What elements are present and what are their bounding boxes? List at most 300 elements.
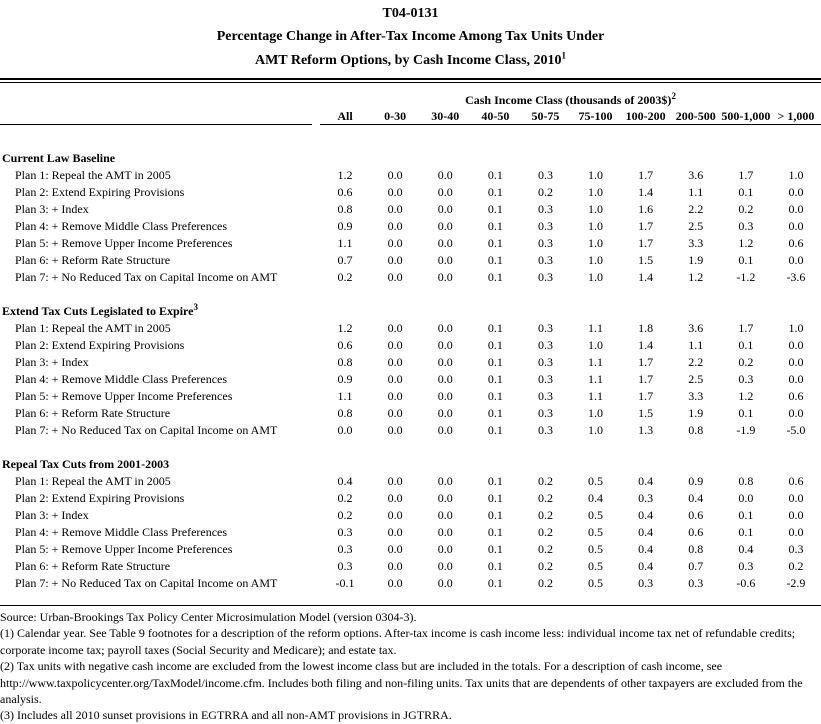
- section-header-row: [0, 150, 821, 167]
- value-cell: 0.4: [638, 508, 654, 522]
- value-cell: 1.0: [588, 202, 604, 216]
- value-cell: 0.2: [537, 185, 553, 199]
- value-cell: 0.3: [537, 406, 553, 420]
- row-label: Plan 6: + Reform Rate Structure: [15, 253, 171, 267]
- value-cell: 0.6: [788, 236, 804, 250]
- value-cell: 0.1: [487, 202, 503, 216]
- row-values: [320, 252, 821, 269]
- row-label: Plan 2: Extend Expiring Provisions: [15, 338, 185, 352]
- row-label: Plan 2: Extend Expiring Provisions: [15, 185, 185, 199]
- section-title-text: Extend Tax Cuts Legislated to Expire: [2, 304, 194, 318]
- value-cell: 0.0: [437, 474, 453, 488]
- table-row: [0, 473, 821, 490]
- value-cell: 0.0: [437, 338, 453, 352]
- value-cell: 0.0: [738, 491, 754, 505]
- table-id: T04-0131: [382, 6, 439, 21]
- value-cell: 1.1: [588, 355, 604, 369]
- value-cell: 0.2: [788, 559, 804, 573]
- value-cell: 1.9: [688, 253, 704, 267]
- row-label: Plan 1: Repeal the AMT in 2005: [15, 168, 171, 182]
- value-cell: 0.0: [387, 321, 403, 335]
- value-cell: 0.0: [437, 168, 453, 182]
- value-cell: 0.9: [337, 219, 353, 233]
- value-cell: 1.1: [588, 372, 604, 386]
- row-values: [320, 507, 821, 524]
- row-values: [320, 201, 821, 218]
- column-headers: [320, 108, 821, 125]
- row-values: [320, 558, 821, 575]
- value-cell: 1.7: [738, 321, 754, 335]
- value-cell: 1.2: [738, 236, 754, 250]
- value-cell: 1.0: [588, 253, 604, 267]
- value-cell: 0.1: [738, 185, 754, 199]
- value-cell: 0.1: [487, 355, 503, 369]
- value-cell: 0.0: [788, 372, 804, 386]
- value-cell: 0.2: [537, 559, 553, 573]
- value-cell: 0.3: [738, 219, 754, 233]
- value-cell: 1.2: [738, 389, 754, 403]
- row-label: Plan 5: + Remove Upper Income Preferences: [15, 542, 233, 556]
- value-cell: 0.1: [487, 525, 503, 539]
- value-cell: 0.4: [337, 474, 353, 488]
- value-cell: 0.0: [437, 542, 453, 556]
- value-cell: 0.2: [337, 491, 353, 505]
- value-cell: 1.1: [588, 389, 604, 403]
- value-cell: 1.1: [688, 185, 704, 199]
- value-cell: 0.0: [788, 253, 804, 267]
- value-cell: 0.0: [788, 525, 804, 539]
- value-cell: 1.2: [337, 321, 353, 335]
- row-values: [320, 235, 821, 252]
- table-row: [0, 354, 821, 371]
- value-cell: 0.0: [788, 491, 804, 505]
- value-cell: 0.0: [437, 423, 453, 437]
- value-cell: 0.4: [638, 559, 654, 573]
- value-cell: 1.1: [688, 338, 704, 352]
- table-row: [0, 337, 821, 354]
- value-cell: 0.0: [387, 576, 403, 590]
- value-cell: 0.0: [387, 423, 403, 437]
- value-cell: 1.1: [588, 321, 604, 335]
- value-cell: 0.1: [487, 508, 503, 522]
- value-cell: 0.4: [638, 542, 654, 556]
- value-cell: 0.1: [738, 525, 754, 539]
- table-row: [0, 269, 821, 286]
- table-row: [0, 422, 821, 439]
- row-label: Plan 7: + No Reduced Tax on Capital Income on AMT: [15, 576, 278, 590]
- value-cell: 1.2: [688, 270, 704, 284]
- value-cell: 0.8: [337, 202, 353, 216]
- value-cell: 0.0: [387, 219, 403, 233]
- value-cell: 1.7: [638, 372, 654, 386]
- value-cell: 0.6: [788, 474, 804, 488]
- row-label: Plan 6: + Reform Rate Structure: [15, 406, 171, 420]
- row-values: [320, 524, 821, 541]
- value-cell: 1.2: [337, 168, 353, 182]
- value-cell: 0.0: [387, 355, 403, 369]
- value-cell: 1.4: [638, 338, 654, 352]
- table-row: [0, 252, 821, 269]
- value-cell: 0.1: [487, 253, 503, 267]
- value-cell: 0.3: [537, 338, 553, 352]
- value-cell: 0.6: [337, 185, 353, 199]
- table-row: [0, 524, 821, 541]
- value-cell: 3.3: [688, 236, 704, 250]
- value-cell: 0.0: [337, 423, 353, 437]
- row-label: Plan 5: + Remove Upper Income Preferences: [15, 389, 233, 403]
- value-cell: 1.1: [337, 389, 353, 403]
- column-header-row: [0, 108, 821, 125]
- value-cell: 0.0: [437, 355, 453, 369]
- value-cell: 0.0: [387, 236, 403, 250]
- value-cell: -5.0: [786, 423, 806, 437]
- table-section: [0, 303, 821, 439]
- value-cell: 0.5: [588, 525, 604, 539]
- value-cell: 0.3: [788, 542, 804, 556]
- row-label: Plan 3: + Index: [15, 508, 89, 522]
- table-section: [0, 456, 821, 592]
- value-cell: 0.0: [387, 338, 403, 352]
- value-cell: 0.2: [537, 474, 553, 488]
- value-cell: 0.0: [437, 219, 453, 233]
- value-cell: 0.1: [487, 576, 503, 590]
- value-cell: -3.6: [786, 270, 806, 284]
- value-cell: 1.0: [588, 219, 604, 233]
- table-row: [0, 184, 821, 201]
- value-cell: 0.0: [788, 185, 804, 199]
- value-cell: 0.0: [788, 406, 804, 420]
- row-values: [320, 337, 821, 354]
- value-cell: 0.0: [387, 491, 403, 505]
- value-cell: 0.6: [788, 389, 804, 403]
- value-cell: 0.2: [537, 542, 553, 556]
- value-cell: 0.3: [337, 525, 353, 539]
- row-values: [320, 473, 821, 490]
- value-cell: 0.0: [437, 321, 453, 335]
- value-cell: 0.1: [487, 270, 503, 284]
- value-cell: 0.2: [738, 355, 754, 369]
- value-cell: 0.0: [387, 185, 403, 199]
- column-header: 200-500: [675, 109, 716, 123]
- value-cell: 0.0: [437, 559, 453, 573]
- value-cell: 0.6: [688, 508, 704, 522]
- row-values: [320, 388, 821, 405]
- value-cell: 0.4: [588, 491, 604, 505]
- value-cell: 0.0: [437, 406, 453, 420]
- label-column-spacer: [0, 92, 320, 108]
- value-cell: 0.2: [537, 491, 553, 505]
- value-cell: 0.7: [337, 253, 353, 267]
- value-cell: 1.0: [588, 406, 604, 420]
- row-label: Plan 5: + Remove Upper Income Preferences: [15, 236, 233, 250]
- table-row: [0, 388, 821, 405]
- label-column-underline: [0, 108, 312, 125]
- value-cell: 0.0: [437, 491, 453, 505]
- value-cell: 0.2: [537, 525, 553, 539]
- table-row: [0, 490, 821, 507]
- value-cell: 1.0: [588, 270, 604, 284]
- footnote-1: (1) Calendar year. See Table 9 footnotes for a description of the reform options. After-tax income is cash income less: individual income tax net of refundable credits; corporate income tax; payroll taxes (Social Security and Medicare); and estate tax.: [0, 626, 796, 657]
- value-cell: 0.0: [387, 253, 403, 267]
- row-label: Plan 1: Repeal the AMT in 2005: [15, 474, 171, 488]
- row-values: [320, 541, 821, 558]
- column-header: 50-75: [531, 109, 560, 123]
- row-label: Plan 6: + Reform Rate Structure: [15, 559, 171, 573]
- title-footnote-ref: 1: [561, 50, 567, 61]
- value-cell: 0.6: [337, 338, 353, 352]
- table-row: [0, 218, 821, 235]
- footnote-3: (3) Includes all 2010 sunset provisions in EGTRRA and all non-AMT provisions in JGTRRA.: [0, 708, 452, 723]
- value-cell: 1.4: [638, 270, 654, 284]
- value-cell: 0.0: [437, 253, 453, 267]
- section-footnote-ref: 3: [193, 303, 198, 312]
- value-cell: 0.3: [537, 219, 553, 233]
- footnote-2: (2) Tax units with negative cash income are excluded from the lowest income class but are included in the totals. For a description of cash income, see http://www.taxpolicycenter.org/TaxModel/income.cfm. Includes both filing and non-filing units. Tax units that are dependents of other taxpayers are excluded from the analysis.: [0, 659, 803, 707]
- value-cell: 3.3: [688, 389, 704, 403]
- value-cell: 0.3: [738, 559, 754, 573]
- value-cell: 0.4: [638, 474, 654, 488]
- value-cell: 0.0: [437, 576, 453, 590]
- value-cell: 0.3: [638, 491, 654, 505]
- section-header-values: [320, 150, 821, 167]
- value-cell: 1.6: [638, 202, 654, 216]
- section-title-text: Repeal Tax Cuts from 2001-2003: [2, 457, 170, 471]
- column-group-footnote-ref: 2: [671, 91, 676, 101]
- value-cell: 2.2: [688, 355, 704, 369]
- row-label: Plan 7: + No Reduced Tax on Capital Income on AMT: [15, 270, 278, 284]
- value-cell: 0.1: [738, 406, 754, 420]
- row-values: [320, 575, 821, 592]
- value-cell: 0.0: [387, 168, 403, 182]
- footnotes-block: [0, 609, 821, 724]
- value-cell: 0.1: [487, 389, 503, 403]
- value-cell: 0.8: [688, 423, 704, 437]
- value-cell: 1.8: [638, 321, 654, 335]
- value-cell: 0.1: [487, 338, 503, 352]
- row-label: Plan 4: + Remove Middle Class Preferences: [15, 525, 228, 539]
- value-cell: 1.5: [638, 406, 654, 420]
- value-cell: 0.1: [487, 372, 503, 386]
- value-cell: 0.3: [537, 270, 553, 284]
- value-cell: 1.4: [638, 185, 654, 199]
- value-cell: 0.0: [437, 508, 453, 522]
- row-values: [320, 422, 821, 439]
- row-values: [320, 354, 821, 371]
- value-cell: 1.0: [588, 423, 604, 437]
- value-cell: 1.1: [337, 236, 353, 250]
- value-cell: 0.6: [688, 525, 704, 539]
- column-group-header-text: Cash Income Class (thousands of 2003$): [465, 93, 672, 107]
- value-cell: 0.0: [387, 525, 403, 539]
- table-section: [0, 150, 821, 286]
- value-cell: 0.0: [387, 559, 403, 573]
- row-values: [320, 218, 821, 235]
- value-cell: 0.8: [337, 406, 353, 420]
- table-row: [0, 405, 821, 422]
- value-cell: 0.7: [688, 559, 704, 573]
- value-cell: -2.9: [786, 576, 806, 590]
- table-row: [0, 541, 821, 558]
- section-header-row: [0, 303, 821, 320]
- value-cell: 1.7: [738, 168, 754, 182]
- value-cell: 0.1: [487, 491, 503, 505]
- column-header: 100-200: [625, 109, 666, 123]
- value-cell: 0.0: [437, 185, 453, 199]
- section-header-values: [320, 456, 821, 473]
- value-cell: 1.7: [638, 168, 654, 182]
- value-cell: 0.1: [487, 321, 503, 335]
- value-cell: 2.2: [688, 202, 704, 216]
- row-label: Plan 3: + Index: [15, 202, 89, 216]
- table-row: [0, 201, 821, 218]
- value-cell: 0.0: [387, 542, 403, 556]
- value-cell: 0.3: [337, 559, 353, 573]
- value-cell: 1.0: [588, 185, 604, 199]
- row-label: Plan 1: Repeal the AMT in 2005: [15, 321, 171, 335]
- value-cell: -0.1: [335, 576, 355, 590]
- value-cell: 0.4: [738, 542, 754, 556]
- value-cell: 0.2: [738, 202, 754, 216]
- value-cell: 0.2: [337, 508, 353, 522]
- table-row: [0, 235, 821, 252]
- value-cell: 0.3: [688, 576, 704, 590]
- row-values: [320, 167, 821, 184]
- value-cell: -0.6: [736, 576, 756, 590]
- value-cell: 0.3: [537, 202, 553, 216]
- value-cell: 1.9: [688, 406, 704, 420]
- section-title: [0, 150, 320, 167]
- value-cell: 2.5: [688, 219, 704, 233]
- value-cell: 0.0: [788, 338, 804, 352]
- value-cell: 0.0: [387, 406, 403, 420]
- value-cell: 0.1: [487, 559, 503, 573]
- value-cell: 0.0: [437, 389, 453, 403]
- column-header: 30-40: [431, 109, 460, 123]
- table-title-line-3: [0, 48, 821, 73]
- value-cell: 0.0: [437, 236, 453, 250]
- top-double-rule: [0, 78, 821, 83]
- value-cell: 1.7: [638, 389, 654, 403]
- row-label: Plan 7: + No Reduced Tax on Capital Income on AMT: [15, 423, 278, 437]
- value-cell: 1.0: [588, 168, 604, 182]
- row-label: Plan 4: + Remove Middle Class Preferences: [15, 219, 228, 233]
- column-header: All: [337, 109, 353, 123]
- table-body: [0, 150, 821, 592]
- value-cell: 3.6: [688, 321, 704, 335]
- section-header-row: [0, 456, 821, 473]
- table-row: [0, 558, 821, 575]
- value-cell: 0.3: [537, 321, 553, 335]
- row-values: [320, 184, 821, 201]
- value-cell: 0.5: [588, 542, 604, 556]
- value-cell: 0.1: [487, 219, 503, 233]
- value-cell: 0.8: [688, 542, 704, 556]
- value-cell: 0.1: [487, 542, 503, 556]
- value-cell: 0.0: [788, 202, 804, 216]
- value-cell: 0.3: [738, 372, 754, 386]
- value-cell: 0.1: [738, 253, 754, 267]
- table-row: [0, 371, 821, 388]
- value-cell: 1.0: [788, 168, 804, 182]
- row-values: [320, 490, 821, 507]
- value-cell: 0.2: [337, 270, 353, 284]
- value-cell: 0.1: [738, 508, 754, 522]
- row-label: Plan 4: + Remove Middle Class Preferences: [15, 372, 228, 386]
- table-title-line-3-text: AMT Reform Options, by Cash Income Class, 2010: [254, 53, 562, 68]
- column-header: 40-50: [481, 109, 510, 123]
- row-label: Plan 2: Extend Expiring Provisions: [15, 491, 185, 505]
- value-cell: 2.5: [688, 372, 704, 386]
- value-cell: 0.2: [537, 508, 553, 522]
- value-cell: 0.3: [337, 542, 353, 556]
- row-values: [320, 320, 821, 337]
- section-title-text: Current Law Baseline: [2, 151, 116, 165]
- table-row: [0, 167, 821, 184]
- value-cell: 0.3: [537, 236, 553, 250]
- value-cell: 0.3: [537, 355, 553, 369]
- value-cell: 0.4: [638, 525, 654, 539]
- value-cell: 0.0: [437, 372, 453, 386]
- table-title-block: [0, 0, 821, 73]
- section-title: [0, 456, 320, 473]
- value-cell: 0.3: [537, 372, 553, 386]
- value-cell: 0.0: [387, 389, 403, 403]
- value-cell: 1.7: [638, 219, 654, 233]
- value-cell: 0.1: [738, 338, 754, 352]
- column-header: 0-30: [384, 109, 407, 123]
- value-cell: 0.0: [788, 508, 804, 522]
- value-cell: 1.7: [638, 236, 654, 250]
- table-row: [0, 507, 821, 524]
- value-cell: 0.3: [537, 168, 553, 182]
- value-cell: 1.7: [638, 355, 654, 369]
- value-cell: 1.0: [788, 321, 804, 335]
- value-cell: 0.3: [537, 389, 553, 403]
- value-cell: 0.0: [437, 525, 453, 539]
- value-cell: 0.9: [688, 474, 704, 488]
- row-values: [320, 269, 821, 286]
- value-cell: 0.0: [437, 202, 453, 216]
- value-cell: 0.0: [387, 508, 403, 522]
- row-label: Plan 3: + Index: [15, 355, 89, 369]
- row-values: [320, 405, 821, 422]
- column-header: > 1,000: [777, 109, 815, 123]
- row-values: [320, 371, 821, 388]
- value-cell: 0.5: [588, 508, 604, 522]
- table-row: [0, 320, 821, 337]
- column-header: 500-1,000: [721, 109, 771, 123]
- value-cell: 0.3: [537, 253, 553, 267]
- section-header-values: [320, 303, 821, 320]
- value-cell: 3.6: [688, 168, 704, 182]
- value-cell: 1.0: [588, 236, 604, 250]
- value-cell: 0.8: [738, 474, 754, 488]
- value-cell: -1.2: [736, 270, 756, 284]
- value-cell: 0.1: [487, 474, 503, 488]
- value-cell: 0.1: [487, 168, 503, 182]
- value-cell: 0.5: [588, 576, 604, 590]
- value-cell: 0.0: [437, 270, 453, 284]
- value-cell: 0.0: [387, 202, 403, 216]
- value-cell: 0.1: [487, 236, 503, 250]
- value-cell: 0.1: [487, 406, 503, 420]
- value-cell: 0.0: [387, 270, 403, 284]
- value-cell: 0.0: [387, 372, 403, 386]
- value-cell: 0.5: [588, 559, 604, 573]
- value-cell: 0.3: [537, 423, 553, 437]
- source-note: Source: Urban-Brookings Tax Policy Center Microsimulation Model (version 0304-3).: [0, 610, 417, 624]
- value-cell: 0.0: [788, 355, 804, 369]
